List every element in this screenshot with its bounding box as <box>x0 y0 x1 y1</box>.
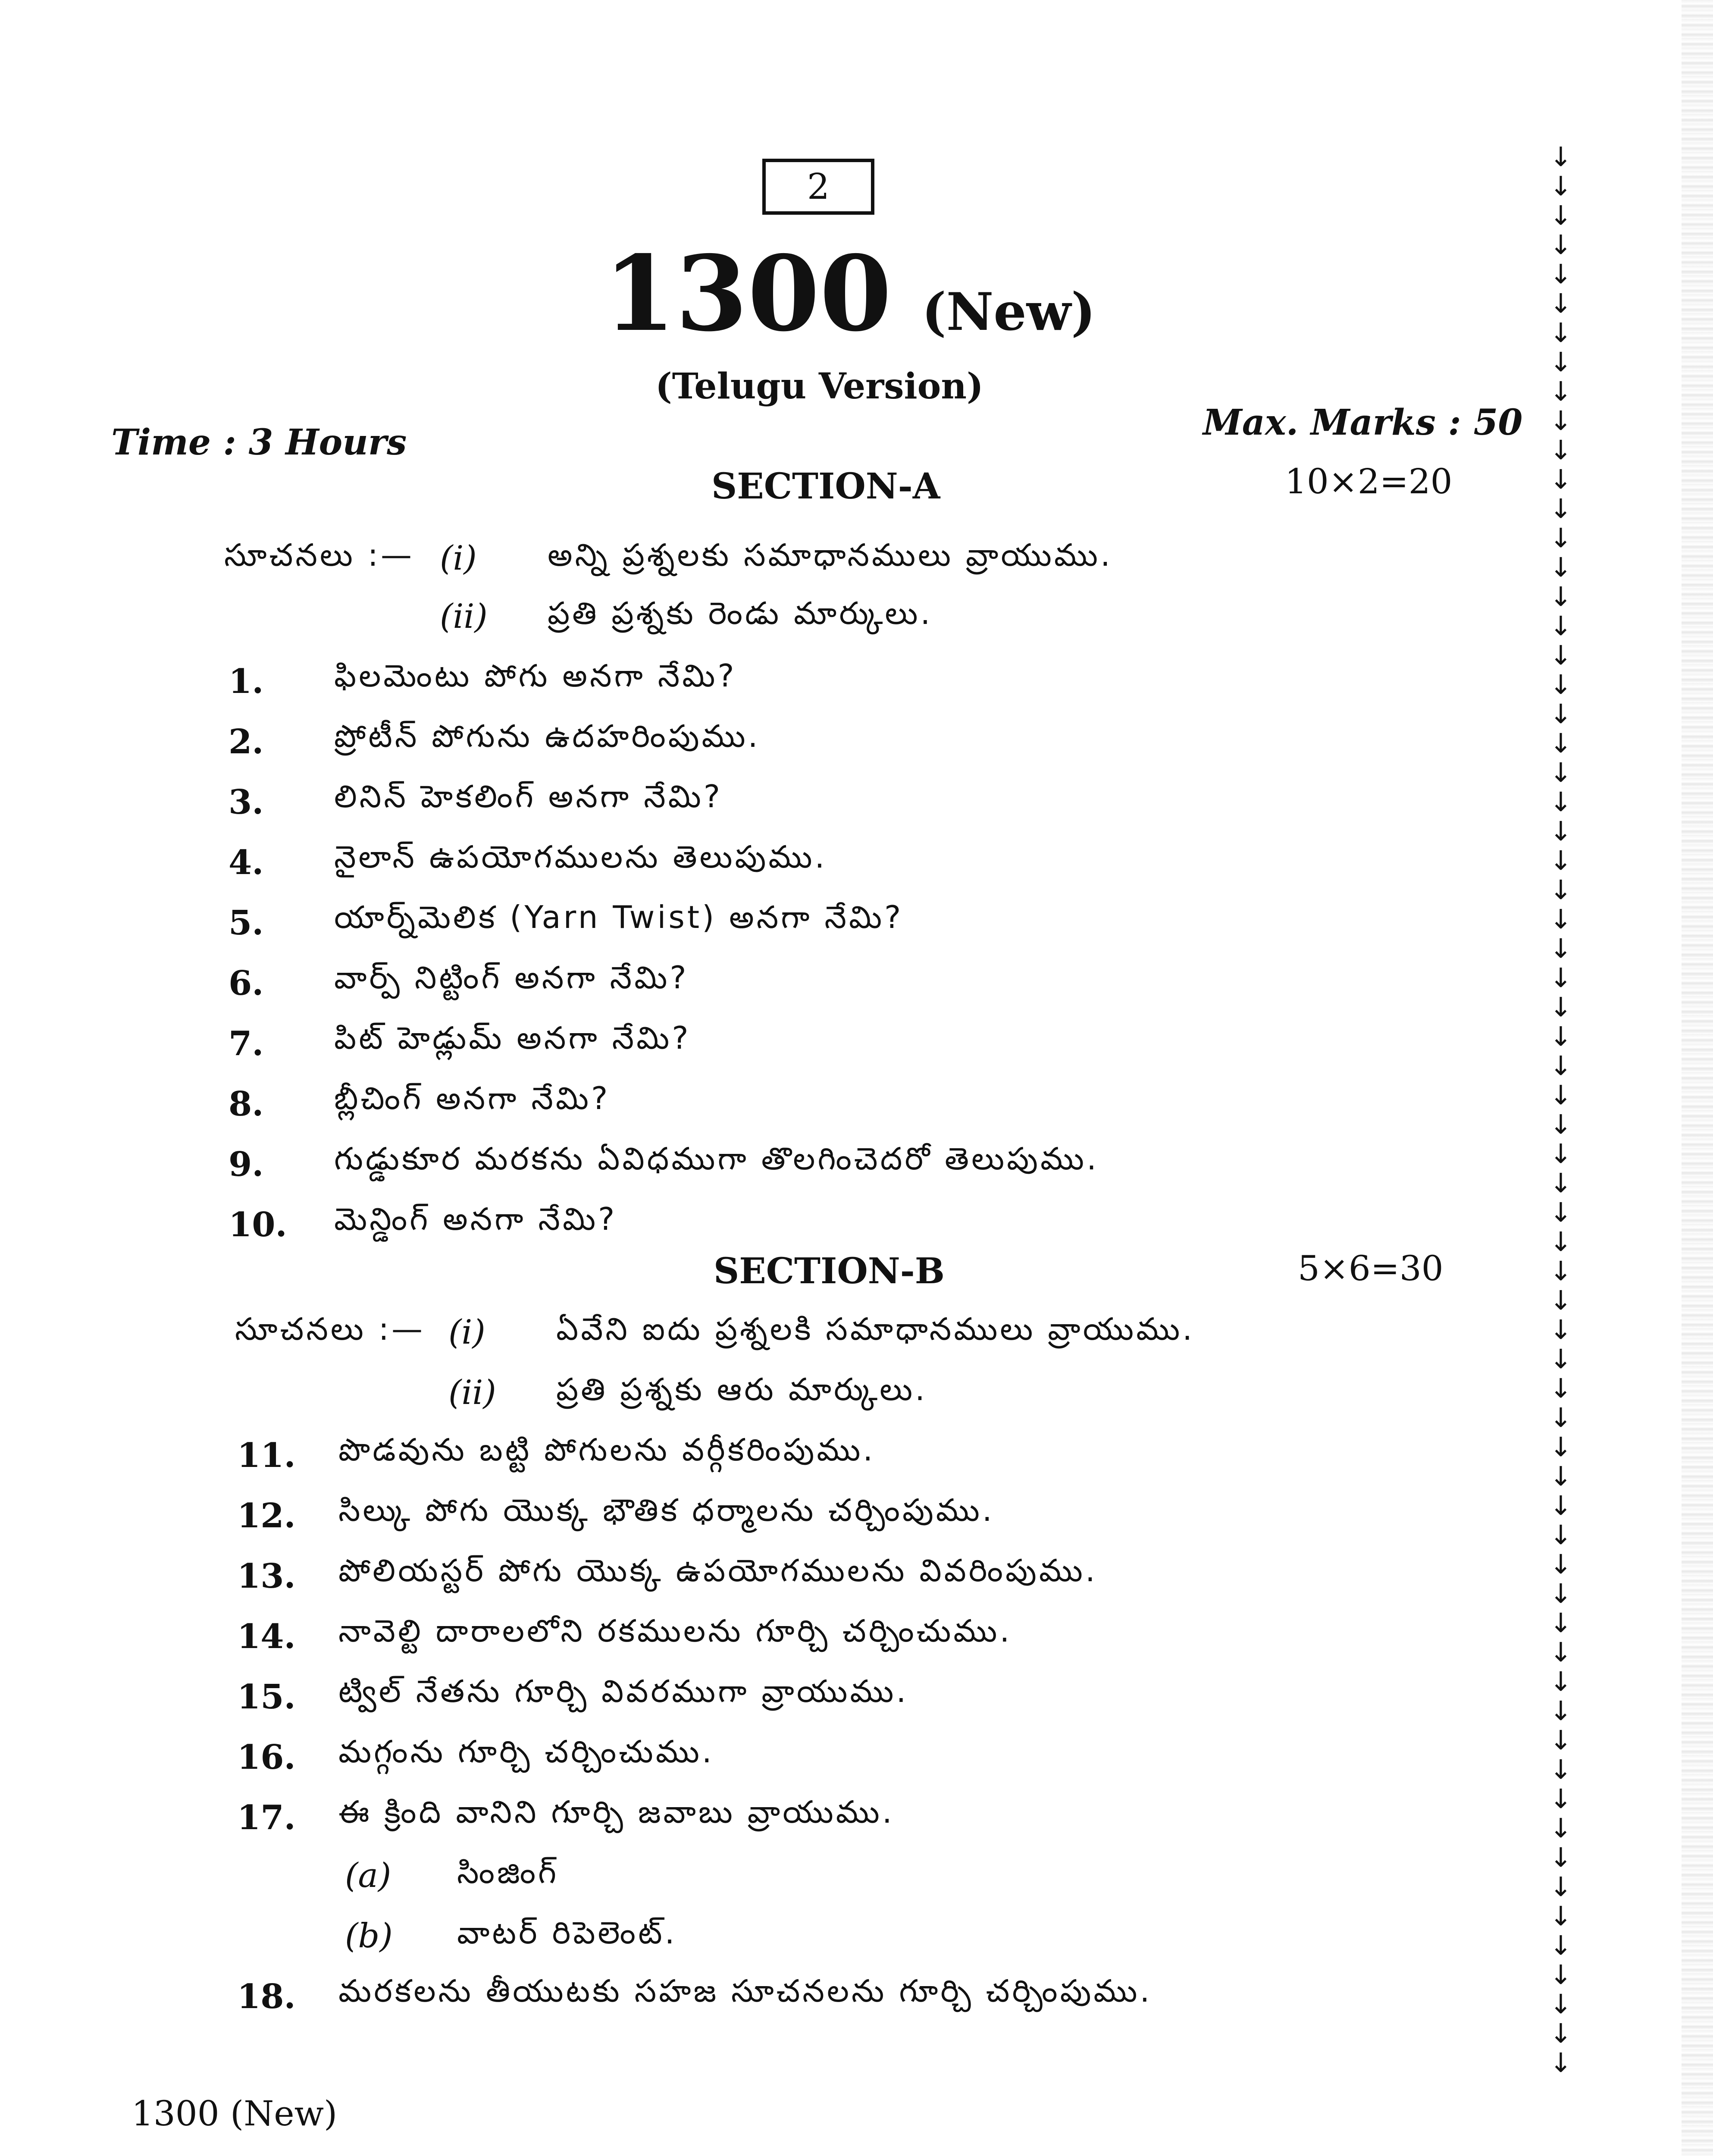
paper-version: (Telugu Version) <box>655 366 983 407</box>
down-arrow-icon: ↓ <box>1550 1431 1572 1463</box>
down-arrow-icon: ↓ <box>1550 522 1572 554</box>
question-number: 7. <box>229 1024 264 1063</box>
down-arrow-icon: ↓ <box>1550 1930 1572 1961</box>
paper-code: 1300 <box>604 233 892 354</box>
question-number: 15. <box>237 1677 296 1717</box>
question-number: 5. <box>229 903 264 943</box>
question-number: 2. <box>229 722 264 761</box>
question-number: 14. <box>237 1617 296 1656</box>
question-text: సిల్కు పోగు యొక్క భౌతిక ధర్మాలను చర్చింపుము. <box>338 1492 995 1528</box>
down-arrow-icon: ↓ <box>1550 1519 1572 1551</box>
question-text: పిట్ హెడ్లుమ్ అనగా నేమి? <box>334 1020 691 1056</box>
footer-paper-code: 1300 (New) <box>132 2093 338 2134</box>
question-text: నావెల్టి దారాలలోని రకములను గూర్చి చర్చించుము. <box>338 1613 1012 1649</box>
down-arrow-icon: ↓ <box>1550 639 1572 671</box>
down-arrow-icon: ↓ <box>1550 1666 1572 1697</box>
question-text: ఈ క్రింది వానిని గూర్చి జవాబు వ్రాయుము. <box>338 1794 895 1830</box>
down-arrow-icon: ↓ <box>1550 317 1572 348</box>
down-arrow-icon: ↓ <box>1550 493 1572 524</box>
down-arrow-icon: ↓ <box>1550 962 1572 993</box>
down-arrow-icon: ↓ <box>1550 1021 1572 1052</box>
section-a-title: SECTION-A <box>711 466 940 507</box>
down-arrow-icon: ↓ <box>1550 1226 1572 1257</box>
section-b-instruction-text: ప్రతి ప్రశ్నకు ఆరు మార్కులు. <box>556 1371 928 1407</box>
down-arrow-icon: ↓ <box>1550 1783 1572 1814</box>
down-arrow-icon: ↓ <box>1550 1402 1572 1433</box>
question-number: 11. <box>237 1436 296 1475</box>
subquestion-index: (a) <box>345 1856 391 1895</box>
down-arrow-icon: ↓ <box>1550 141 1572 172</box>
question-number: 10. <box>229 1205 287 1244</box>
down-arrow-icon: ↓ <box>1550 1548 1572 1580</box>
down-arrow-icon: ↓ <box>1550 1285 1572 1316</box>
section-a-instructions-label: సూచనలు :— <box>224 537 415 573</box>
scanned-page-edge <box>1682 0 1713 2156</box>
down-arrow-icon: ↓ <box>1550 991 1572 1023</box>
subquestion-text: సింజింగ్ <box>457 1854 559 1890</box>
subquestion-text: వాటర్ రిపెలెంట్. <box>457 1915 677 1951</box>
section-b-instruction-index: (i) <box>448 1313 485 1352</box>
down-arrow-icon: ↓ <box>1550 1255 1572 1287</box>
down-arrow-icon: ↓ <box>1550 1959 1572 1990</box>
down-arrow-icon: ↓ <box>1550 1607 1572 1639</box>
paper-box-number <box>762 159 874 215</box>
down-arrow-icon: ↓ <box>1550 1490 1572 1521</box>
question-number: 9. <box>229 1145 264 1184</box>
down-arrow-icon: ↓ <box>1550 727 1572 759</box>
question-text: బ్లీచింగ్ అనగా నేమి? <box>334 1080 611 1116</box>
question-number: 17. <box>237 1798 296 1837</box>
question-number: 1. <box>229 662 264 701</box>
section-a-instruction-text: అన్ని ప్రశ్నలకు సమాధానములు వ్రాయుము. <box>548 537 1113 573</box>
down-arrow-icon: ↓ <box>1550 815 1572 847</box>
down-arrow-icon: ↓ <box>1550 434 1572 466</box>
question-number: 18. <box>237 1977 296 2016</box>
box-number-text: 2 <box>807 166 830 207</box>
paper-title <box>604 233 1096 354</box>
down-arrow-icon: ↓ <box>1550 1373 1572 1404</box>
down-arrow-icon: ↓ <box>1550 1724 1572 1756</box>
question-number: 6. <box>229 964 264 1003</box>
down-arrow-icon: ↓ <box>1550 1197 1572 1228</box>
down-arrow-icon: ↓ <box>1550 1812 1572 1844</box>
section-b-instructions-label: సూచనలు :— <box>235 1311 426 1347</box>
down-arrow-icon: ↓ <box>1550 933 1572 964</box>
down-arrow-icon: ↓ <box>1550 1988 1572 2020</box>
question-text: పొడవును బట్టి పోగులను వర్గీకరింపుము. <box>338 1432 876 1468</box>
section-b-title: SECTION-B <box>714 1250 945 1292</box>
down-arrow-icon: ↓ <box>1550 1314 1572 1345</box>
question-number: 13. <box>237 1557 296 1596</box>
down-arrow-icon: ↓ <box>1550 405 1572 436</box>
down-arrow-icon: ↓ <box>1550 874 1572 906</box>
down-arrow-icon: ↓ <box>1550 757 1572 788</box>
question-text: మగ్గంను గూర్చి చర్చించుము. <box>338 1733 714 1770</box>
down-arrow-icon: ↓ <box>1550 581 1572 612</box>
subquestion-index: (b) <box>345 1917 393 1955</box>
question-text: మరకలను తీయుటకు సహజ సూచనలను గూర్చి చర్చింపుము. <box>338 1973 1152 2009</box>
down-arrow-icon: ↓ <box>1550 698 1572 730</box>
down-arrow-icon: ↓ <box>1550 1695 1572 1727</box>
question-number: 16. <box>237 1738 296 1777</box>
question-text: పోలియస్టర్ పోగు యొక్క ఉపయోగములను వివరింపుము. <box>338 1552 1098 1589</box>
down-arrow-icon: ↓ <box>1550 786 1572 818</box>
down-arrow-icon: ↓ <box>1550 1871 1572 1902</box>
section-a-marks: 10×2=20 <box>1285 461 1453 501</box>
question-text: గుడ్డుకూర మరకను ఏవిధముగా తొలగించెదరో తెలుపుము. <box>334 1141 1099 1177</box>
down-arrow-icon: ↓ <box>1550 610 1572 642</box>
down-arrow-icon: ↓ <box>1550 1109 1572 1140</box>
down-arrow-icon: ↓ <box>1550 2047 1572 2078</box>
question-number: 8. <box>229 1084 264 1124</box>
section-a-instruction-index: (ii) <box>440 597 488 636</box>
down-arrow-icon: ↓ <box>1550 346 1572 378</box>
down-arrow-icon: ↓ <box>1550 170 1572 202</box>
question-text: ట్విల్ నేతను గూర్చి వివరముగా వ్రాయుము. <box>338 1673 909 1709</box>
down-arrow-icon: ↓ <box>1550 845 1572 876</box>
down-arrow-icon: ↓ <box>1550 1050 1572 1081</box>
section-b-instruction-text: ఏవేని ఐదు ప్రశ్నలకి సమాధానములు వ్రాయుము. <box>556 1311 1195 1347</box>
question-text: ప్రోటీన్ పోగును ఉదహరింపుము. <box>334 718 761 754</box>
question-text: వార్ప్ నిట్టింగ్ అనగా నేమి? <box>334 959 689 996</box>
down-arrow-icon: ↓ <box>1550 669 1572 700</box>
down-arrow-icon: ↓ <box>1550 2018 1572 2049</box>
section-b-instruction-index: (ii) <box>448 1373 496 1412</box>
down-arrow-icon: ↓ <box>1550 1079 1572 1111</box>
down-arrow-icon: ↓ <box>1550 1460 1572 1492</box>
down-arrow-icon: ↓ <box>1550 1754 1572 1785</box>
down-arrow-icon: ↓ <box>1550 464 1572 495</box>
time-allowed: Time : 3 Hours <box>111 422 407 463</box>
down-arrow-icon: ↓ <box>1550 1343 1572 1375</box>
down-arrow-icon: ↓ <box>1550 1842 1572 1873</box>
question-number: 3. <box>229 783 264 822</box>
question-text: యార్న్‌మెలిక (Yarn Twist) అనగా నేమి? <box>334 899 904 935</box>
down-arrow-icon: ↓ <box>1550 1167 1572 1199</box>
down-arrow-icon: ↓ <box>1550 1636 1572 1668</box>
down-arrow-icon: ↓ <box>1550 1900 1572 1932</box>
section-b-marks: 5×6=30 <box>1298 1248 1444 1288</box>
question-text: మెన్డింగ్ అనగా నేమి? <box>334 1201 617 1237</box>
down-arrow-icon: ↓ <box>1550 552 1572 583</box>
question-text: ఫిలమెంటు పోగు అనగా నేమి? <box>334 658 737 694</box>
max-marks: Max. Marks : 50 <box>1203 402 1523 443</box>
question-text: లినిన్ హెకలింగ్ అనగా నేమి? <box>334 778 723 815</box>
down-arrow-icon: ↓ <box>1550 1138 1572 1169</box>
down-arrow-icon: ↓ <box>1550 258 1572 290</box>
down-arrow-icon: ↓ <box>1550 376 1572 407</box>
question-text: నైలాన్ ఉపయోగములను తెలుపుము. <box>334 839 827 875</box>
down-arrow-icon: ↓ <box>1550 288 1572 319</box>
question-number: 4. <box>229 843 264 882</box>
paper-code-suffix: (New) <box>921 282 1096 342</box>
down-arrow-icon: ↓ <box>1550 1578 1572 1609</box>
down-arrow-icon: ↓ <box>1550 229 1572 260</box>
question-number: 12. <box>237 1496 296 1536</box>
margin-arrow-column <box>1548 142 1574 2078</box>
section-a-instruction-text: ప్రతి ప్రశ్నకు రెండు మార్కులు. <box>548 595 933 631</box>
section-a-instruction-index: (i) <box>440 539 477 578</box>
down-arrow-icon: ↓ <box>1550 200 1572 231</box>
down-arrow-icon: ↓ <box>1550 903 1572 935</box>
